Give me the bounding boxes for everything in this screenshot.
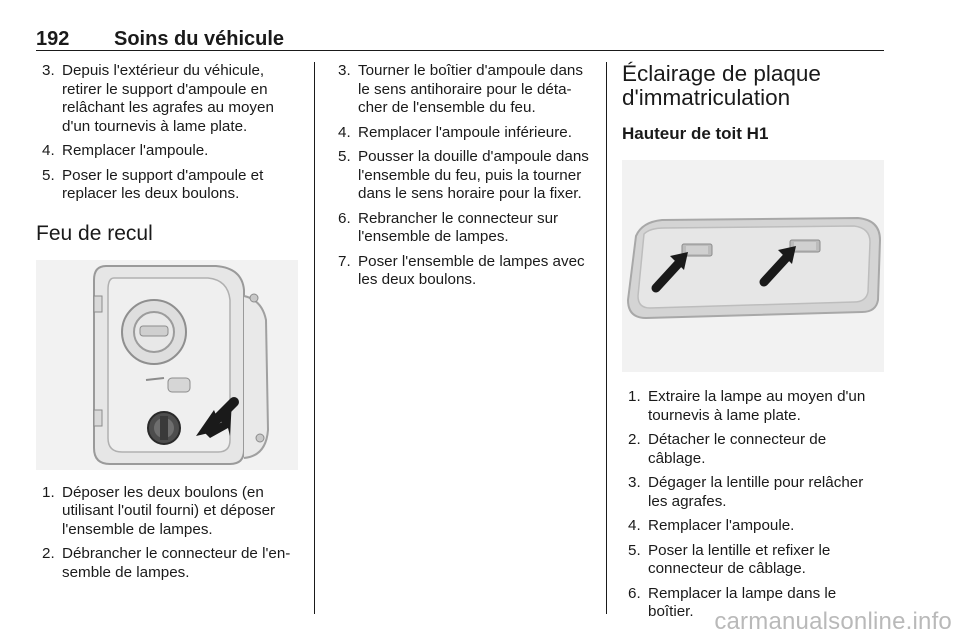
step-text: Remplacer la lampe dans le boîtier.	[648, 584, 837, 620]
subsection-title-roof-height: Hauteur de toit H1	[622, 124, 769, 143]
list-item	[332, 253, 594, 290]
step-number: 1.	[42, 483, 55, 501]
step-number: 3.	[338, 62, 351, 79]
step-number: 6.	[628, 584, 641, 602]
step-text: Tourner le boîtier d'ampoule dans le sens antihoraire pour le déta-cher de l'ensemble du feu.	[358, 62, 583, 116]
list-item	[332, 62, 594, 118]
watermark: carmanualsonline.info	[714, 608, 952, 635]
step-text: Dégager la lentille pour relâcher les agrafes.	[648, 474, 864, 510]
column-divider-1	[314, 62, 315, 614]
step-number: 3.	[42, 62, 55, 79]
list-item	[332, 124, 594, 143]
step-text: Détacher le connecteur de câblage.	[648, 431, 827, 467]
step-number: 7.	[338, 252, 351, 270]
header-title: Soins du véhicule	[114, 28, 285, 50]
list-item	[36, 167, 298, 204]
reversing-lamp-drawing	[36, 260, 298, 470]
step-number: 5.	[42, 166, 55, 184]
step-number: 4.	[42, 142, 55, 159]
list-item	[622, 388, 884, 425]
step-text: Poser le support d'ampoule et replacer les deux boulons.	[62, 166, 264, 202]
plate-lamp-drawing	[622, 160, 884, 372]
list-item	[36, 545, 298, 582]
list-item	[622, 542, 884, 579]
list-item	[622, 474, 884, 511]
step-text: Débrancher le connecteur de l'en-semble de lampes.	[62, 545, 291, 581]
step-number: 3.	[628, 474, 641, 491]
step-number: 2.	[42, 545, 55, 562]
step-text: Remplacer l'ampoule inférieure.	[358, 123, 572, 141]
step-number: 6.	[338, 209, 351, 227]
steps-list	[332, 62, 594, 290]
step-number: 4.	[628, 517, 641, 534]
column-divider-2	[606, 62, 607, 614]
step-text: Rebrancher le connecteur sur l'ensemble de lampes.	[358, 209, 559, 245]
column-2	[332, 62, 594, 296]
plate-lamp-illustration	[622, 160, 884, 372]
step-number: 1.	[628, 388, 641, 405]
step-number: 5.	[338, 148, 351, 165]
steps-list-bottom	[36, 484, 298, 583]
step-text: Pousser la douille d'ampoule dans l'ensemble du feu, puis la tourner dans le sens horaire pour la fixer.	[358, 148, 589, 202]
reversing-lamp-illustration	[36, 260, 298, 470]
list-item	[622, 431, 884, 468]
step-number: 4.	[338, 123, 351, 141]
section-title-feu-de-recul: Feu de recul	[36, 221, 153, 245]
step-text: Remplacer l'ampoule.	[62, 142, 209, 159]
steps-list	[622, 388, 884, 622]
column-3	[622, 62, 884, 628]
step-text: Remplacer l'ampoule.	[648, 517, 795, 534]
section-title-plate-lighting: Éclairage de plaque d'immatriculation	[622, 61, 821, 110]
steps-list-top	[36, 62, 298, 204]
list-item	[332, 148, 594, 204]
list-item	[36, 142, 298, 161]
list-item	[36, 484, 298, 540]
step-number: 2.	[628, 431, 641, 448]
step-text: Poser l'ensemble de lampes avec les deux boulons.	[358, 252, 585, 288]
page-header	[36, 28, 884, 51]
column-1	[36, 62, 298, 588]
step-text: Déposer les deux boulons (en utilisant l'outil fourni) et déposer l'ensemble de lampes.	[62, 483, 276, 538]
page-number: 192	[36, 28, 70, 50]
step-text: Extraire la lampe au moyen d'un tournevis à lame plate.	[648, 388, 866, 424]
list-item	[622, 517, 884, 536]
step-text: Depuis l'extérieur du véhicule, retirer le support d'ampoule en relâchant les agrafes au moyen d'un tournevis à lame plate.	[62, 62, 274, 135]
step-number: 5.	[628, 541, 641, 559]
step-text: Poser la lentille et refixer le connecteur de câblage.	[648, 541, 831, 577]
list-item	[36, 62, 298, 136]
list-item	[332, 210, 594, 247]
